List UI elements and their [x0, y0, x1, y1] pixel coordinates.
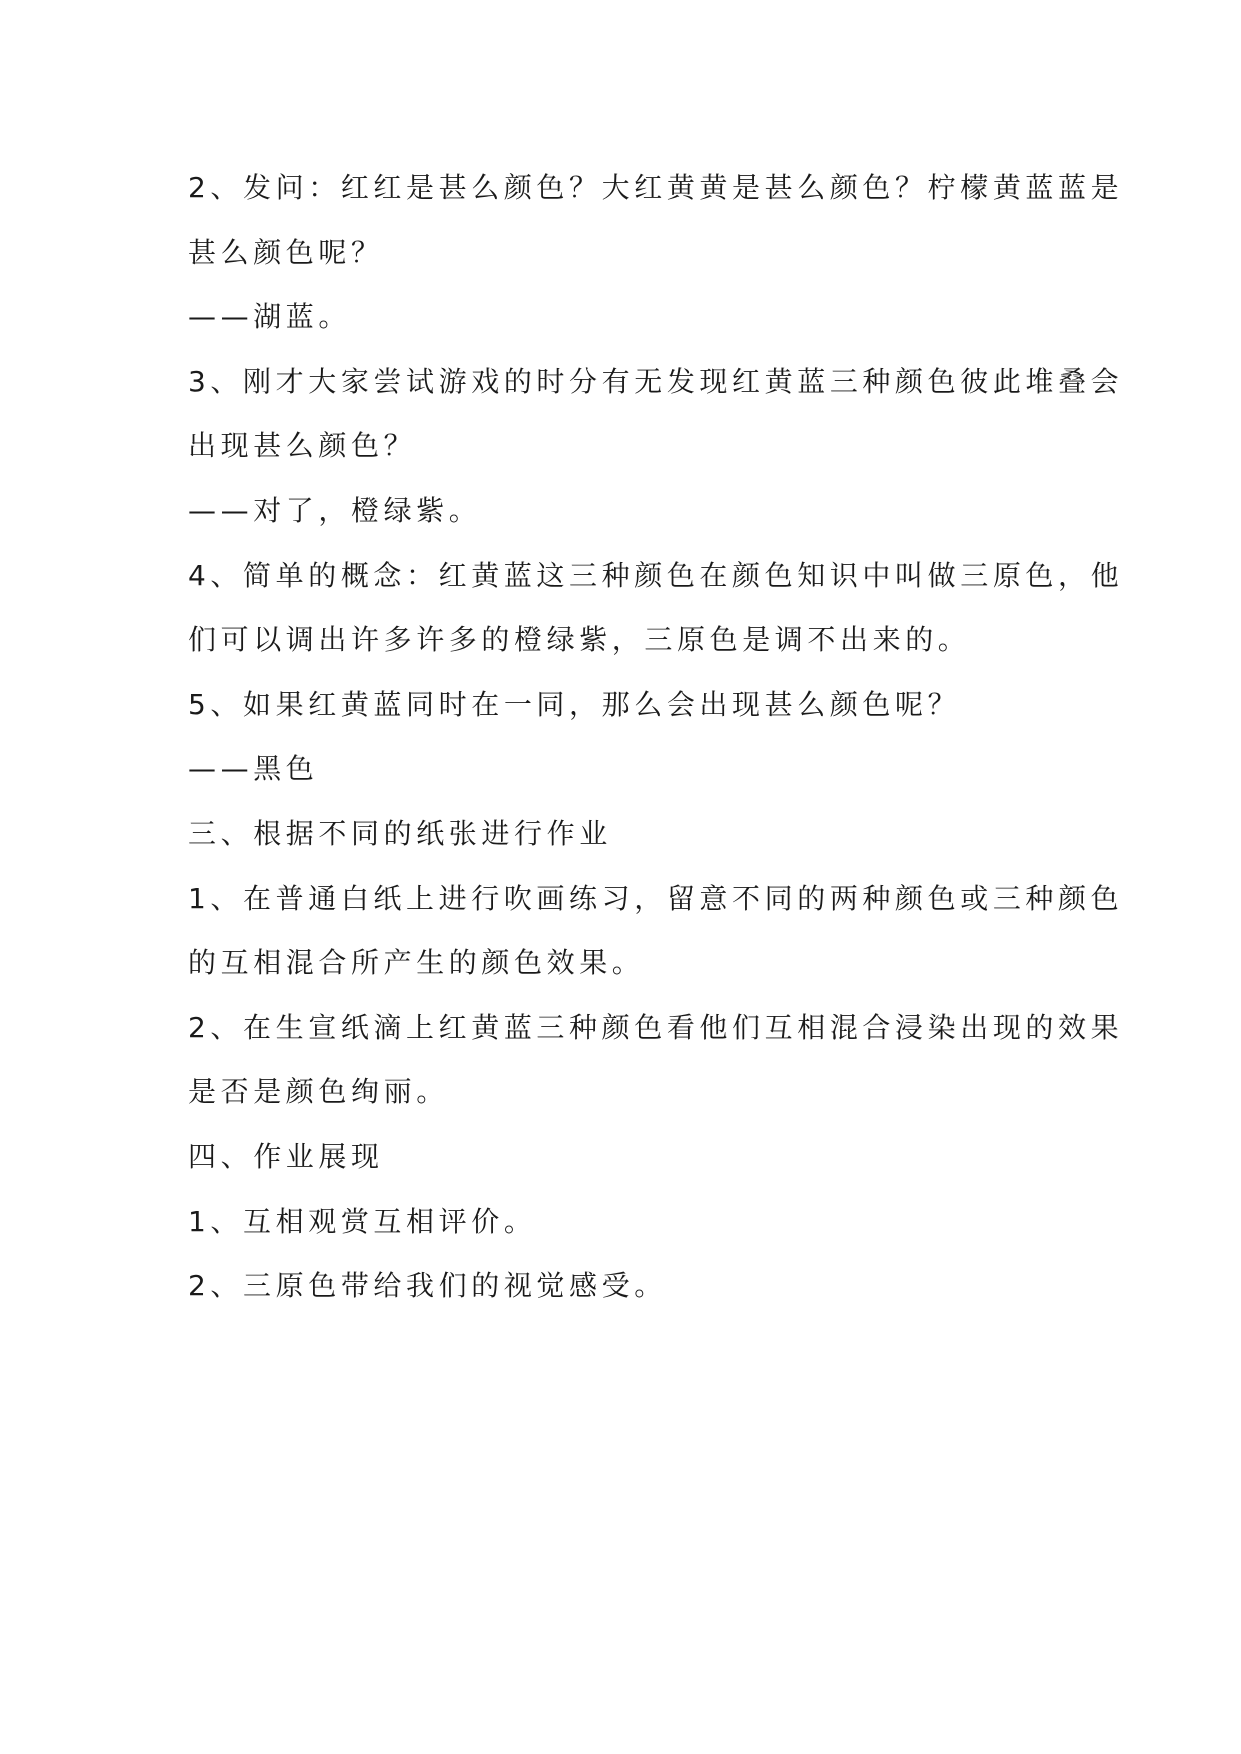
question-3-line-2: 出现甚么颜色？: [188, 429, 417, 463]
question-2-line-1: 2、发问：红红是甚么颜色？大红黄黄是甚么颜色？柠檬黄蓝蓝是: [188, 171, 1124, 204]
task-1-line-1: 1、在普通白纸上进行吹画练习，留意不同的两种颜色或三种颜色: [188, 881, 1124, 915]
question-5: 5、如果红黄蓝同时在一同，那么会出现甚么颜色呢？: [188, 687, 961, 721]
answer-3: ——对了，橙绿紫。: [188, 493, 482, 527]
showcase-item-1: 1、互相观赏互相评价。: [188, 1204, 537, 1238]
showcase-item-2: 2、三原色带给我们的视觉感受。: [188, 1269, 667, 1303]
question-2-line-2: 甚么颜色呢？: [188, 235, 384, 269]
concept-4-line-2: 们可以调出许多许多的橙绿紫，三原色是调不出来的。: [188, 623, 971, 657]
answer-2: ——湖蓝。: [188, 300, 352, 334]
task-2-line-2: 是否是颜色绚丽。: [188, 1075, 449, 1109]
task-1-line-2: 的互相混合所产生的颜色效果。: [188, 946, 645, 980]
document-body: [188, 156, 1124, 1319]
concept-4-line-1: 4、简单的概念：红黄蓝这三种颜色在颜色知识中叫做三原色，他: [188, 558, 1124, 592]
answer-5: ——黑色: [188, 752, 319, 786]
section-3-heading: 三、根据不同的纸张进行作业: [188, 816, 612, 850]
task-2-line-1: 2、在生宣纸滴上红黄蓝三种颜色看他们互相混合浸染出现的效果: [188, 1010, 1124, 1044]
section-4-heading: 四、作业展现: [188, 1139, 384, 1173]
question-3-line-1: 3、刚才大家尝试游戏的时分有无发现红黄蓝三种颜色彼此堆叠会: [188, 364, 1124, 398]
